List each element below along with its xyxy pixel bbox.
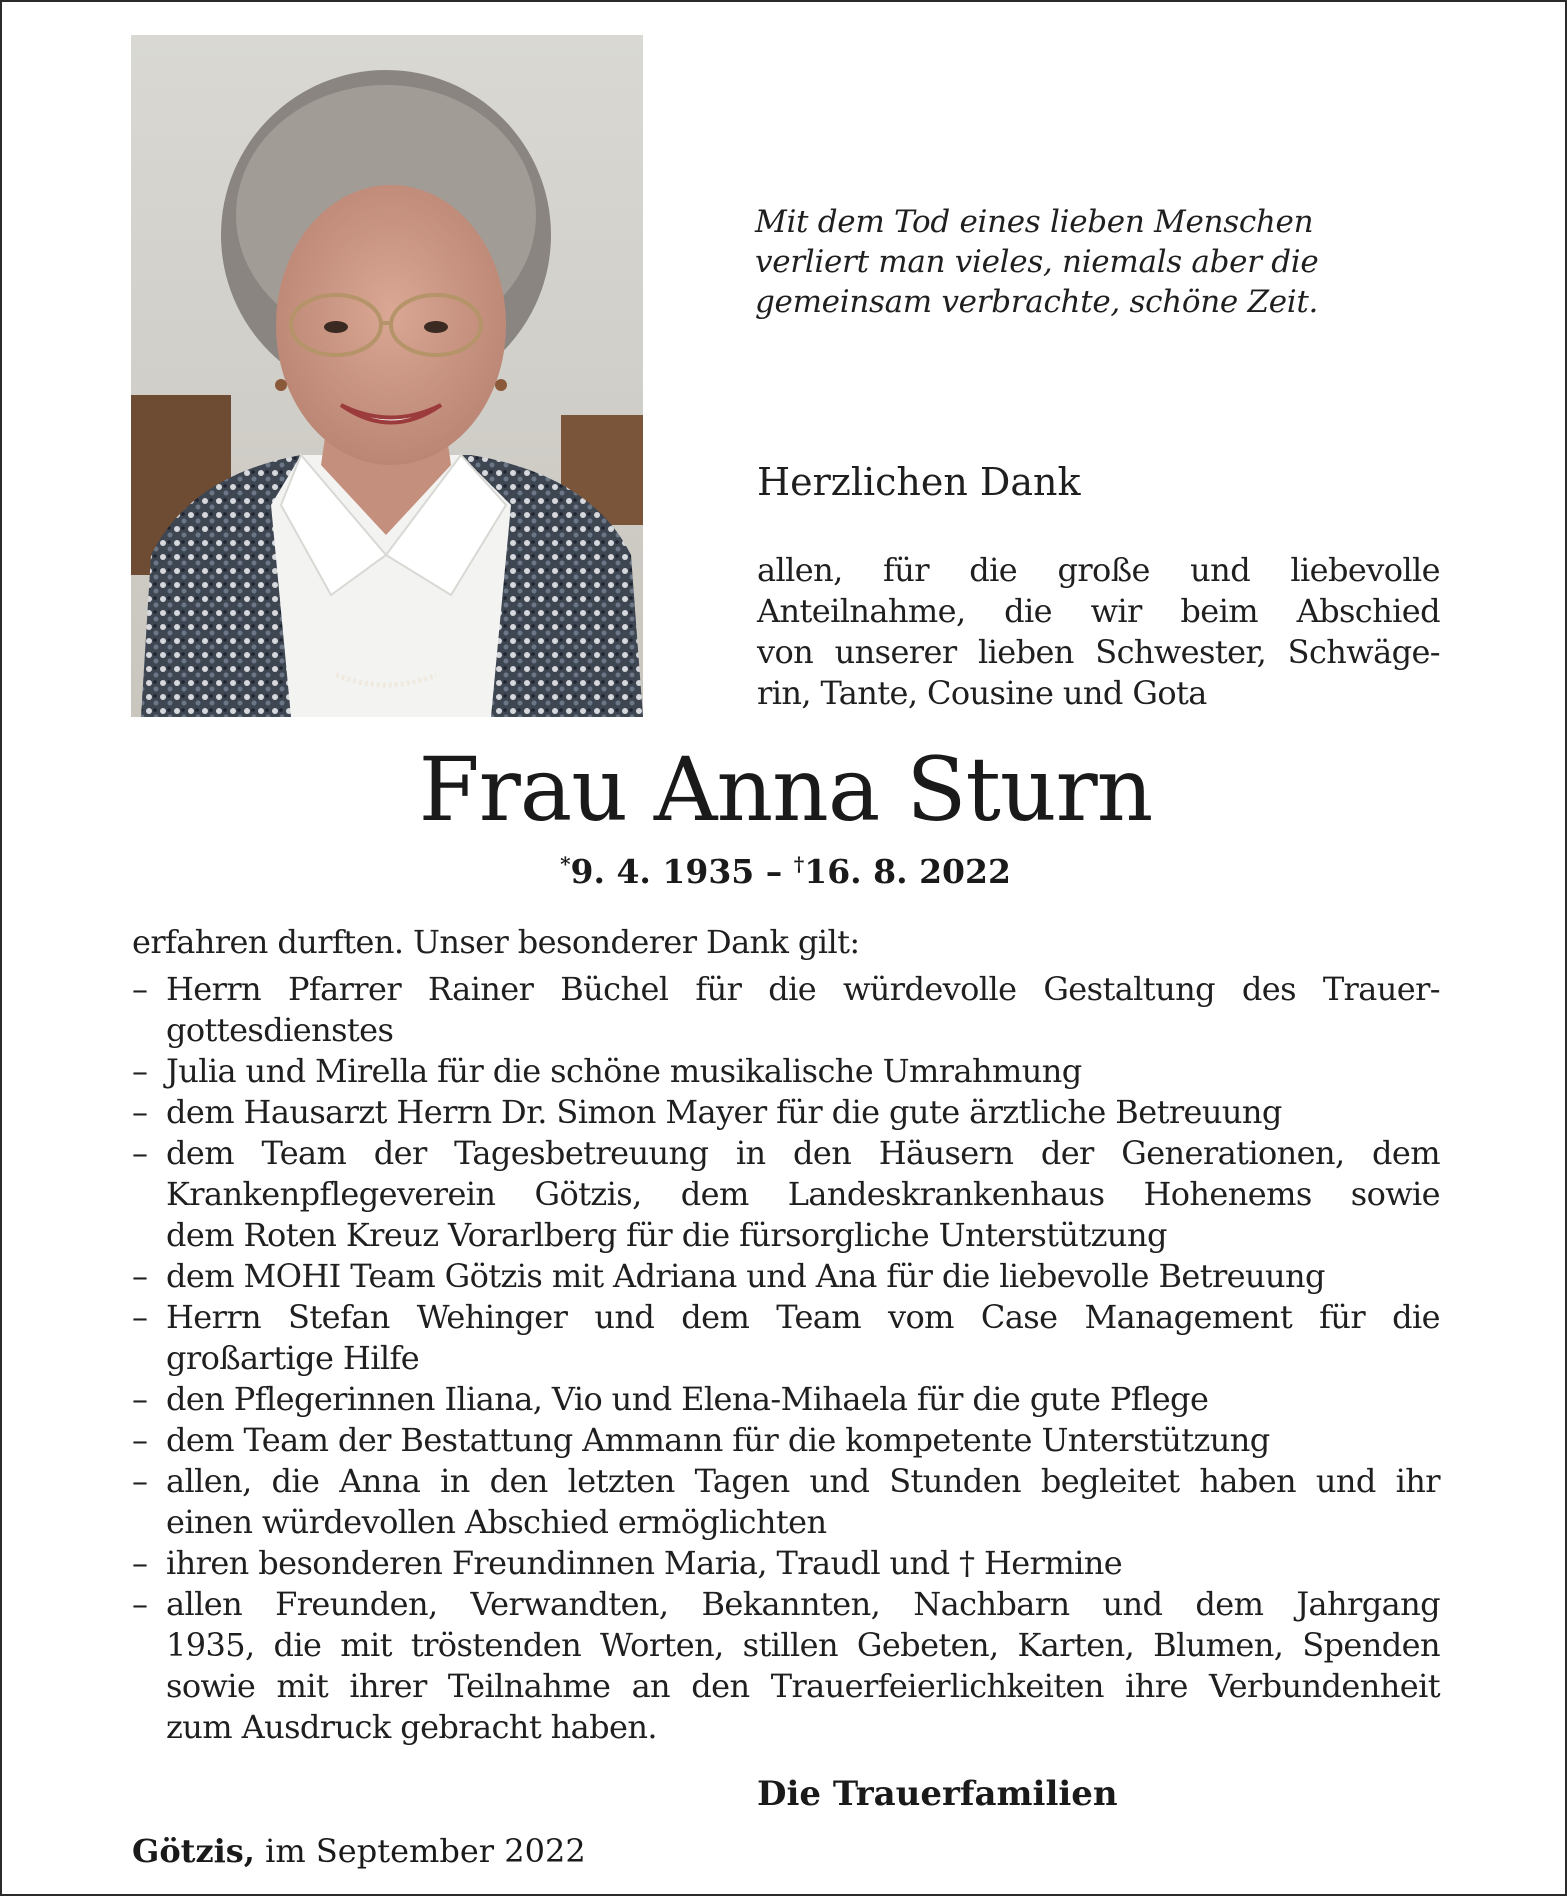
- thanks-item-line: gottesdienstes: [166, 1011, 394, 1049]
- thanks-item-line: dem MOHI Team Götzis mit Adriana und Ana für die liebevolle Betreuung: [166, 1257, 1325, 1295]
- thanks-item-line: zum Ausdruck gebracht haben.: [166, 1708, 657, 1746]
- thanks-item: [132, 1461, 1440, 1543]
- thanks-item-line: Julia und Mirella für die schöne musikalische Umrahmung: [166, 1052, 1082, 1090]
- thanks-item: [132, 1297, 1440, 1379]
- thanks-item-line: Krankenpflegeverein Götzis, dem Landeskrankenhaus Hohenems sowie: [166, 1175, 1440, 1213]
- list-dash: –: [132, 1421, 148, 1459]
- thanks-item: [132, 1379, 1440, 1420]
- thanks-item-line: allen, die Anna in den letzten Tagen und Stunden begleitet haben und ihr: [166, 1462, 1440, 1500]
- thanks-list: [132, 969, 1440, 1748]
- thanks-item-line: Herrn Pfarrer Rainer Büchel für die würdevolle Gestaltung des Trauer-: [166, 970, 1440, 1008]
- thanks-intro: [757, 550, 1440, 714]
- thanks-item-line: allen Freunden, Verwandten, Bekannten, Nachbarn und dem Jahrgang: [166, 1585, 1440, 1623]
- thanks-heading: Herzlichen Dank: [757, 460, 1081, 504]
- thanks-item: [132, 1584, 1440, 1748]
- thanks-item-line: ihren besonderen Freundinnen Maria, Traudl und † Hermine: [166, 1544, 1123, 1582]
- thanks-intro-line: rin, Tante, Cousine und Gota: [757, 674, 1207, 712]
- place-date: [132, 1832, 586, 1870]
- thanks-intro-line: allen, für die große und liebevolle: [757, 551, 1440, 589]
- date-separator: –: [765, 852, 783, 891]
- thanks-item: [132, 1051, 1440, 1092]
- list-dash: –: [132, 1462, 148, 1500]
- thanks-item: [132, 1256, 1440, 1297]
- portrait-illustration: [131, 35, 643, 717]
- date-text: im September 2022: [265, 1832, 586, 1870]
- thanks-item-line: den Pflegerinnen Iliana, Vio und Elena-Mihaela für die gute Pflege: [166, 1380, 1209, 1418]
- list-dash: –: [132, 1380, 148, 1418]
- thanks-item-line: großartige Hilfe: [166, 1339, 420, 1377]
- thanks-item-line: sowie mit ihrer Teilnahme an den Trauerfeierlichkeiten ihre Verbundenheit: [166, 1667, 1440, 1705]
- thanks-item: [132, 969, 1440, 1051]
- thanks-item-line: dem Team der Bestattung Ammann für die kompetente Unterstützung: [166, 1421, 1270, 1459]
- list-dash: –: [132, 1544, 148, 1582]
- birth-symbol: *: [560, 852, 571, 876]
- place: Götzis,: [132, 1832, 255, 1870]
- life-dates: [2, 852, 1567, 891]
- list-dash: –: [132, 1298, 148, 1336]
- thanks-item-line: dem Hausarzt Herrn Dr. Simon Mayer für die gute ärztliche Betreuung: [166, 1093, 1282, 1131]
- death-symbol: †: [793, 852, 805, 876]
- thanks-item: [132, 1133, 1440, 1256]
- signature: Die Trauerfamilien: [757, 1774, 1118, 1814]
- thanks-body: [132, 922, 1440, 1748]
- thanks-intro-line: Anteilnahme, die wir beim Abschied: [757, 592, 1440, 630]
- motto-line: Mit dem Tod eines lieben Menschen: [755, 204, 1314, 240]
- birth-date: 9. 4. 1935: [570, 852, 755, 891]
- motto-line: verliert man vieles, niemals aber die: [755, 244, 1319, 280]
- list-dash: –: [132, 1257, 148, 1295]
- thanks-item-line: dem Roten Kreuz Vorarlberg für die fürsorgliche Unterstützung: [166, 1216, 1167, 1254]
- thanks-intro-line: von unserer lieben Schwester, Schwäge-: [757, 633, 1440, 671]
- portrait-photo: [131, 35, 643, 717]
- thanks-item-line: dem Team der Tagesbetreuung in den Häusern der Generationen, dem: [166, 1134, 1440, 1172]
- thanks-item: [132, 1543, 1440, 1584]
- motto-line: gemeinsam verbrachte, schöne Zeit.: [755, 284, 1319, 320]
- deceased-name: Frau Anna Sturn: [418, 738, 1153, 841]
- thanks-item: [132, 1092, 1440, 1133]
- thanks-item-line: 1935, die mit tröstenden Worten, stillen Gebeten, Karten, Blumen, Spenden: [166, 1626, 1440, 1664]
- death-date: 16. 8. 2022: [804, 852, 1011, 891]
- thanks-item: [132, 1420, 1440, 1461]
- list-dash: –: [132, 1134, 148, 1172]
- thanks-item-line: einen würdevollen Abschied ermöglichten: [166, 1503, 827, 1541]
- motto-quote: [755, 202, 1455, 322]
- thanks-item-line: Herrn Stefan Wehinger und dem Team vom Case Management für die: [166, 1298, 1440, 1336]
- thanks-lead: erfahren durften. Unser besonderer Dank gilt:: [132, 923, 860, 961]
- list-dash: –: [132, 1585, 148, 1623]
- list-dash: –: [132, 1093, 148, 1131]
- list-dash: –: [132, 970, 148, 1008]
- list-dash: –: [132, 1052, 148, 1090]
